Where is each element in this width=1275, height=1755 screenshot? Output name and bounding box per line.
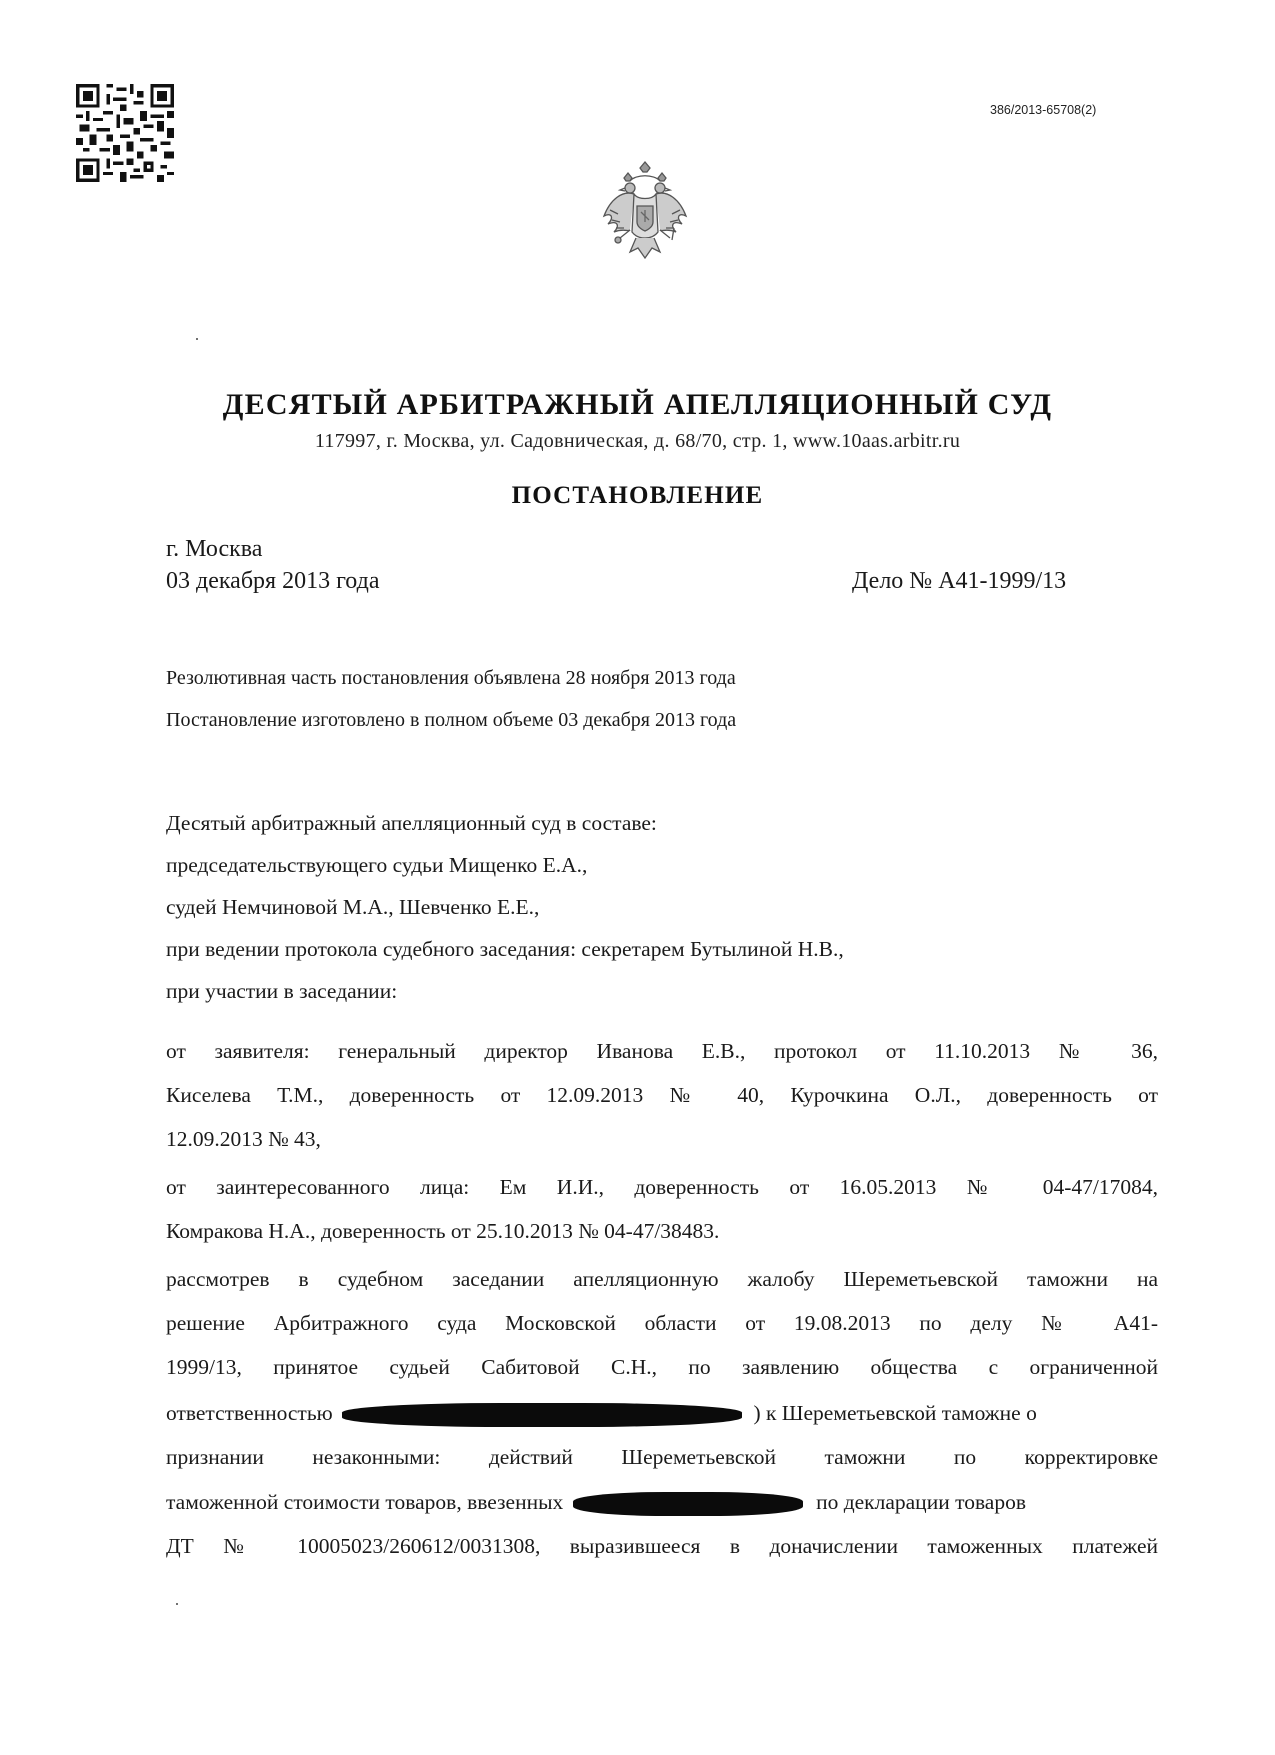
resolution-announced-line: Резолютивная часть постановления объявлена 28 ноября 2013 года	[166, 667, 736, 689]
document-title: ПОСТАНОВЛЕНИЕ	[511, 482, 764, 509]
full-text-made-line: Постановление изготовлено в полном объеме 03 декабря 2013 года	[166, 709, 737, 731]
liability-suffix: ) к Шереметьевской таможне о	[753, 1401, 1037, 1425]
court-name: ДЕСЯТЫЙ АРБИТРАЖНЫЙ АПЕЛЛЯЦИОННЫЙ СУД	[222, 388, 1053, 421]
document-number: 386/2013-65708(2)	[990, 103, 1097, 117]
applicant-line-3: 12.09.2013 № 43,	[166, 1127, 321, 1151]
redaction-mark	[342, 1403, 742, 1427]
secretary-line: при ведении протокола судебного заседания: секретарем Бутылиной Н.В.,	[166, 937, 844, 961]
state-emblem-icon	[600, 160, 690, 270]
customs-suffix: по декларации товаров	[816, 1490, 1027, 1514]
scan-speck	[196, 338, 198, 340]
redaction-mark	[573, 1492, 803, 1516]
court-composition-line: Десятый арбитражный апелляционный суд в составе:	[166, 811, 657, 835]
city: г. Москва	[166, 536, 263, 562]
customs-prefix: таможенной стоимости товаров, ввезенных	[166, 1490, 564, 1514]
ruling-date: 03 декабря 2013 года	[166, 568, 380, 594]
liability-prefix: ответственностью	[166, 1401, 333, 1425]
qr-code	[76, 84, 174, 182]
interested-line-1: от заинтересованного лица: Ем И.И., доверенность от 16.05.2013 № 04-47/17084,	[166, 1175, 1158, 1199]
judges-line: судей Немчиновой М.А., Шевченко Е.Е.,	[166, 895, 540, 919]
considered-line-3: 1999/13, принятое судьей Сабитовой С.Н., по заявлению общества с ограниченной	[166, 1355, 1158, 1379]
court-address: 117997, г. Москва, ул. Садовническая, д. 68/70, стр. 1, www.10aas.arbitr.ru	[314, 430, 961, 452]
recognition-line: признании незаконными: действий Шереметьевской таможни по корректировке	[166, 1445, 1158, 1469]
applicant-line-2: Киселева Т.М., доверенность от 12.09.2013 № 40, Курочкина О.Л., доверенность от	[166, 1083, 1158, 1107]
interested-line-2: Комракова Н.А., доверенность от 25.10.2013 № 04-47/38483.	[166, 1219, 720, 1243]
considered-line-2: решение Арбитражного суда Московской области от 19.08.2013 по делу № А41-	[166, 1311, 1158, 1335]
declaration-line: ДТ № 10005023/260612/0031308, выразившееся в доначислении таможенных платежей	[166, 1534, 1158, 1558]
case-number: Дело № А41-1999/13	[852, 568, 1067, 594]
scan-speck	[176, 1603, 178, 1605]
considered-line-1: рассмотрев в судебном заседании апелляционную жалобу Шереметьевской таможни на	[166, 1267, 1158, 1291]
liability-line	[166, 1401, 1158, 1427]
applicant-line-1: от заявителя: генеральный директор Иванова Е.В., протокол от 11.10.2013 № 36,	[166, 1039, 1158, 1063]
customs-line	[166, 1490, 1158, 1516]
presiding-judge-line: председательствующего судьи Мищенко Е.А.,	[166, 853, 588, 877]
participants-line: при участии в заседании:	[166, 979, 398, 1003]
